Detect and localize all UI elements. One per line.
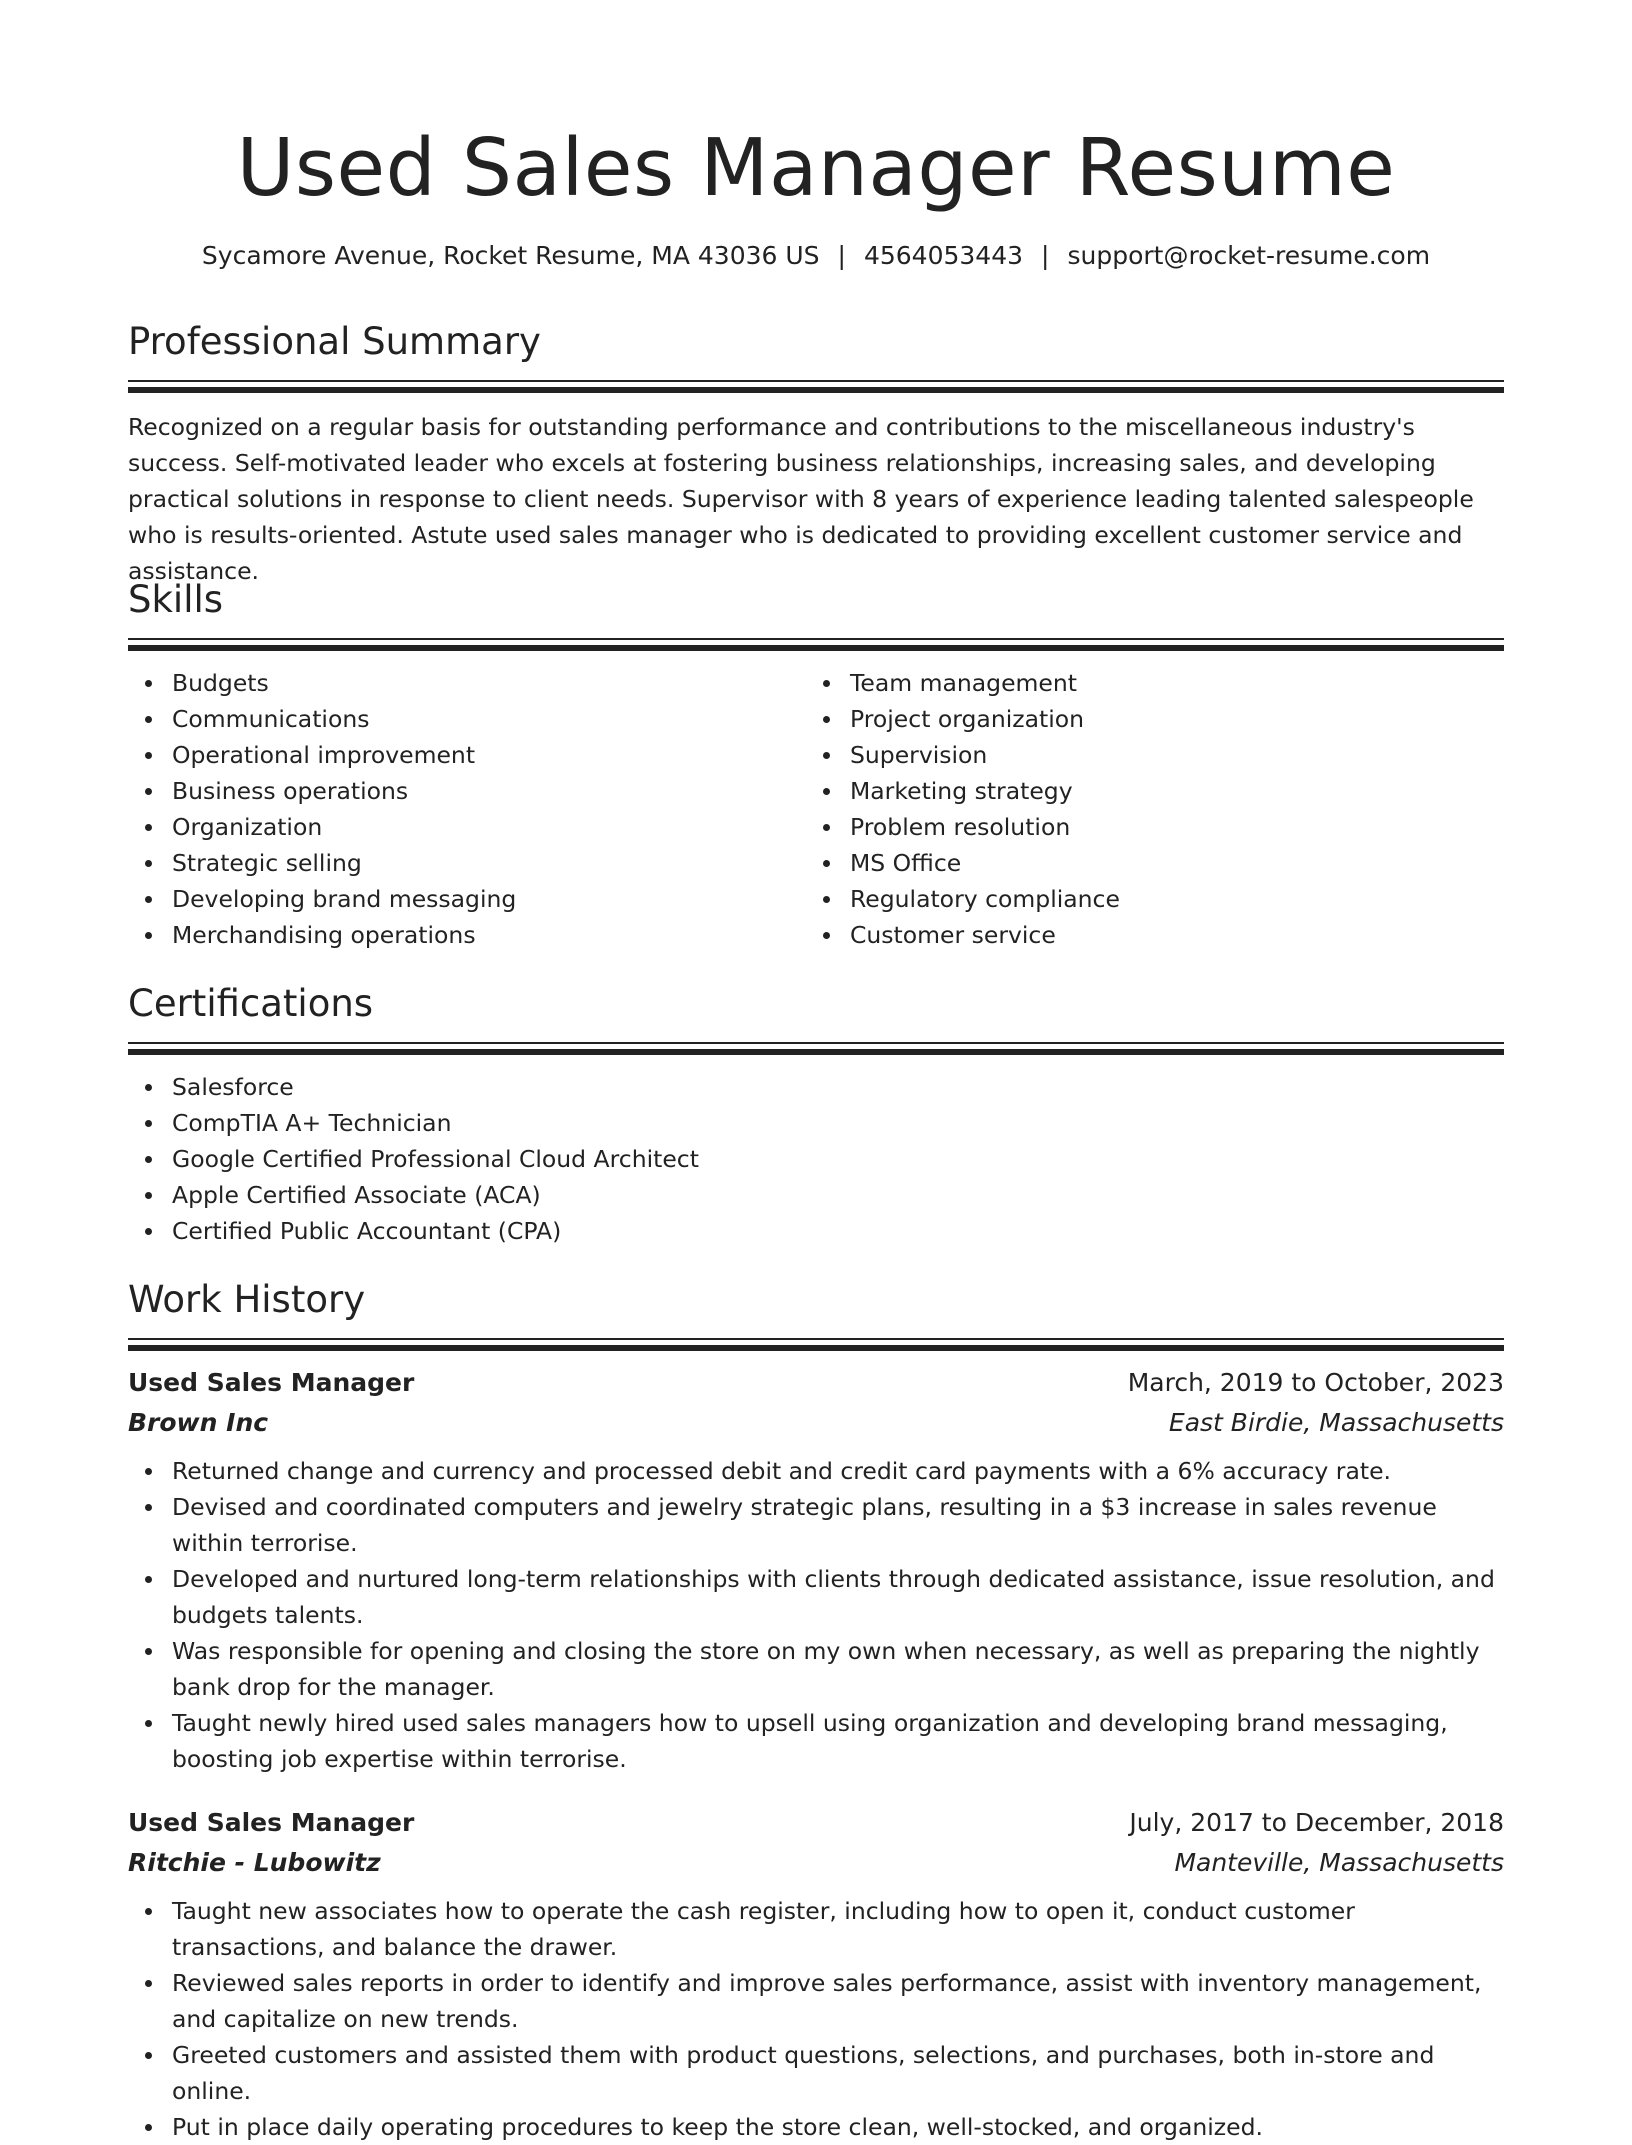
- skill-item: Problem resolution: [850, 809, 1484, 845]
- job-duty: Was responsible for opening and closing the store on my own when necessary, as well as preparing the nightly bank drop for the manager.: [172, 1633, 1504, 1705]
- skills-column-right: [806, 665, 1484, 953]
- certification-item: CompTIA A+ Technician: [172, 1105, 1504, 1141]
- contact-address: Sycamore Avenue, Rocket Resume, MA 43036 US: [201, 241, 820, 270]
- job-duty: Reviewed sales reports in order to identify and improve sales performance, assist with inventory management, and capitalize on new trends.: [172, 1965, 1504, 2037]
- section-work-history: [128, 1276, 1504, 2145]
- skill-item: Developing brand messaging: [172, 881, 806, 917]
- section-divider-thick: [128, 1345, 1504, 1351]
- job-location: East Birdie, Massachusetts: [1168, 1408, 1504, 1437]
- job-duty: Developed and nurtured long-term relationships with clients through dedicated assistance, issue resolution, and budgets talents.: [172, 1561, 1504, 1633]
- job-dates: March, 2019 to October, 2023: [1127, 1368, 1504, 1397]
- job-duty: Put in place daily operating procedures to keep the store clean, well-stocked, and organized.: [172, 2109, 1504, 2145]
- contact-line: [128, 238, 1504, 274]
- contact-email: support@rocket-resume.com: [1067, 241, 1431, 270]
- section-certifications: [128, 980, 1504, 1249]
- job-duty: Devised and coordinated computers and jewelry strategic plans, resulting in a $3 increase in sales revenue within terrorise.: [172, 1489, 1504, 1561]
- job-duty: Greeted customers and assisted them with product questions, selections, and purchases, both in-store and online.: [172, 2037, 1504, 2109]
- certification-item: Certified Public Accountant (CPA): [172, 1213, 1504, 1249]
- skill-item: Regulatory compliance: [850, 881, 1484, 917]
- job-entry: [128, 1363, 1504, 1777]
- job-header-row: [128, 1363, 1504, 1403]
- section-heading-summary: Professional Summary: [128, 320, 541, 363]
- section-divider-thick: [128, 645, 1504, 651]
- skill-item: Marketing strategy: [850, 773, 1484, 809]
- job-title: Used Sales Manager: [128, 1808, 415, 1837]
- skill-item: Operational improvement: [172, 737, 806, 773]
- section-heading-work-history: Work History: [128, 1278, 366, 1321]
- job-entry: [128, 1803, 1504, 2145]
- section-divider: [128, 1338, 1504, 1340]
- section-divider: [128, 638, 1504, 640]
- skills-list-left: [128, 665, 806, 953]
- job-title: Used Sales Manager: [128, 1368, 415, 1397]
- job-duty: Taught new associates how to operate the cash register, including how to open it, conduct customer transactions, and balance the drawer.: [172, 1893, 1504, 1965]
- job-duty: Taught newly hired used sales managers how to upsell using organization and developing brand messaging, boosting job expertise within terrorise.: [172, 1705, 1504, 1777]
- section-divider-thick: [128, 1049, 1504, 1055]
- skill-item: Business operations: [172, 773, 806, 809]
- skills-list-right: [806, 665, 1484, 953]
- resume-title: Used Sales Manager Resume: [236, 122, 1396, 214]
- skill-item: Team management: [850, 665, 1484, 701]
- job-header-row: [128, 1803, 1504, 1843]
- contact-separator: |: [1041, 241, 1050, 270]
- section-heading-skills: Skills: [128, 578, 224, 621]
- skill-item: Supervision: [850, 737, 1484, 773]
- job-duties-list: [128, 1893, 1504, 2145]
- skill-item: Communications: [172, 701, 806, 737]
- section-divider: [128, 1042, 1504, 1044]
- contact-phone: 4564053443: [863, 241, 1024, 270]
- job-duties-list: [128, 1453, 1504, 1777]
- job-dates: July, 2017 to December, 2018: [1129, 1808, 1504, 1837]
- skill-item: Customer service: [850, 917, 1484, 953]
- section-summary: [128, 318, 1504, 589]
- job-duty: Returned change and currency and processed debit and credit card payments with a 6% accuracy rate.: [172, 1453, 1504, 1489]
- section-heading-certifications: Certifications: [128, 982, 374, 1025]
- skill-item: Budgets: [172, 665, 806, 701]
- job-subheader-row: [128, 1403, 1504, 1443]
- section-divider-thick: [128, 387, 1504, 393]
- skill-item: Strategic selling: [172, 845, 806, 881]
- job-subheader-row: [128, 1843, 1504, 1883]
- certification-item: Google Certified Professional Cloud Architect: [172, 1141, 1504, 1177]
- contact-separator: |: [837, 241, 846, 270]
- section-skills: [128, 576, 1504, 953]
- certification-item: Apple Certified Associate (ACA): [172, 1177, 1504, 1213]
- skill-item: Merchandising operations: [172, 917, 806, 953]
- skill-item: MS Office: [850, 845, 1484, 881]
- job-company: Brown Inc: [128, 1408, 269, 1437]
- job-location: Manteville, Massachusetts: [1174, 1848, 1504, 1877]
- job-company: Ritchie - Lubowitz: [128, 1848, 381, 1877]
- section-divider: [128, 380, 1504, 382]
- skill-item: Project organization: [850, 701, 1484, 737]
- certifications-list: [128, 1069, 1504, 1249]
- skill-item: Organization: [172, 809, 806, 845]
- skills-columns: [128, 665, 1504, 953]
- summary-text: Recognized on a regular basis for outstanding performance and contributions to the miscellaneous industry's success. Self-motivated leader who excels at fostering business relationships, increasing sales, and developing practical solutions in response to client needs. Supervisor with 8 years of experience leading talented salespeople who is results-oriented. Astute used sales manager who is dedicated to providing excellent customer service and assistance.: [128, 413, 1474, 585]
- skills-column-left: [128, 665, 806, 953]
- certification-item: Salesforce: [172, 1069, 1504, 1105]
